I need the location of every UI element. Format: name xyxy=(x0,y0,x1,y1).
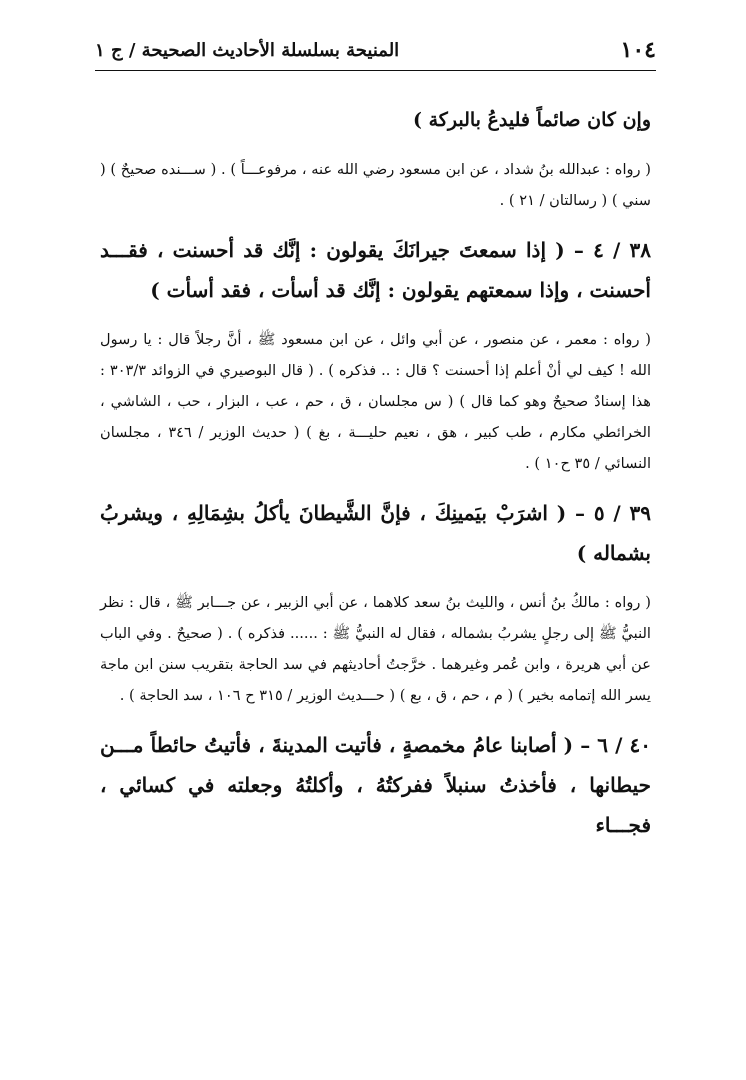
hadith-note: ( رواه : معمر ، عن منصور ، عن أبي وائل ، عن ابن مسعود ﷺ ، أنَّ رجلاً قال : يا رسول الله ! كيف لي أنْ أعلم إذا أحسنت ؟ قال : .. فذكره ) . ( قال البوصيري في الزوائد ٣٠٣/٣ : هذا إسنادٌ صحيحٌ وهو كما قال ) ( س مجلسان ، ق ، حم ، عب ، البزار ، حب ، الشاشي ، الخرائطي مكارم ، طب كبير ، هق ، نعيم حليـــة ، بغ ) ( حديث الوزير / ٣٤٦ ، مجلسان النسائي / ٣٥ ح١٠ ) . xyxy=(100,331,651,472)
book-title: المنيحة بسلسلة الأحاديث الصحيحة / ج ١ xyxy=(95,39,400,61)
hadith-39: ٣٩ / ٥ – ( اشرَبْ بيَمينِكَ ، فإنَّ الشَّيطانَ يأكلُ بشِمَالِهِ ، ويشربُ بشماله ) xyxy=(100,501,651,565)
hadith-note: ( رواه : عبدالله بنُ شداد ، عن ابن مسعود رضي الله عنه ، مرفوعـــاً ) . ( ســـنده صحيحٌ ) ( سني ) ( رسالتان / ٢١ ) . xyxy=(100,161,651,209)
page-header xyxy=(95,30,656,70)
page-number: ١٠٤ xyxy=(620,37,656,63)
continued-hadith-text: وإن كان صائماً فليدعُ بالبركة ) xyxy=(413,109,651,131)
hadith-40: ٤٠ / ٦ – ( أصابنا عامُ مخمصةٍ ، فأتيت المدينةَ ، فأتيتُ حائطاً مـــن حيطانها ، فأخذتُ سنبلاً ففركتُهُ ، وأكلتُهُ وجعلته في كسائي ، فجـــاء xyxy=(100,733,651,837)
hadith-38: ٣٨ / ٤ – ( إذا سمعتَ جيرانَكَ يقولون : إنَّك قد أحسنت ، فقـــد أحسنت ، وإذا سمعتهم يقولون : إنَّك قد أسأت ، فقد أسأت ) xyxy=(100,238,651,302)
header-rule xyxy=(95,70,656,71)
hadith-note: ( رواه : مالكُ بنُ أنس ، والليث بنُ سعد كلاهما ، عن أبي الزبير ، عن جـــابر ﷺ ، قال : نظر النبيُّ ﷺ إلى رجلٍ يشربُ بشماله ، فقال له النبيُّ ﷺ : ...... فذكره ) . ( صحيحٌ . وفي الباب عن أبي هريرة ، وابن عُمر وغيرهما . خرَّجتُ أحاديثهم في سد الحاجة بتقريب سنن ابن ماجة يسر الله إتمامه بخير ) ( م ، حم ، ق ، بع ) ( حـــديث الوزير / ٣١٥ ح ١٠٦ ، سد الحاجة ) . xyxy=(100,594,651,704)
page-content xyxy=(100,100,651,1056)
